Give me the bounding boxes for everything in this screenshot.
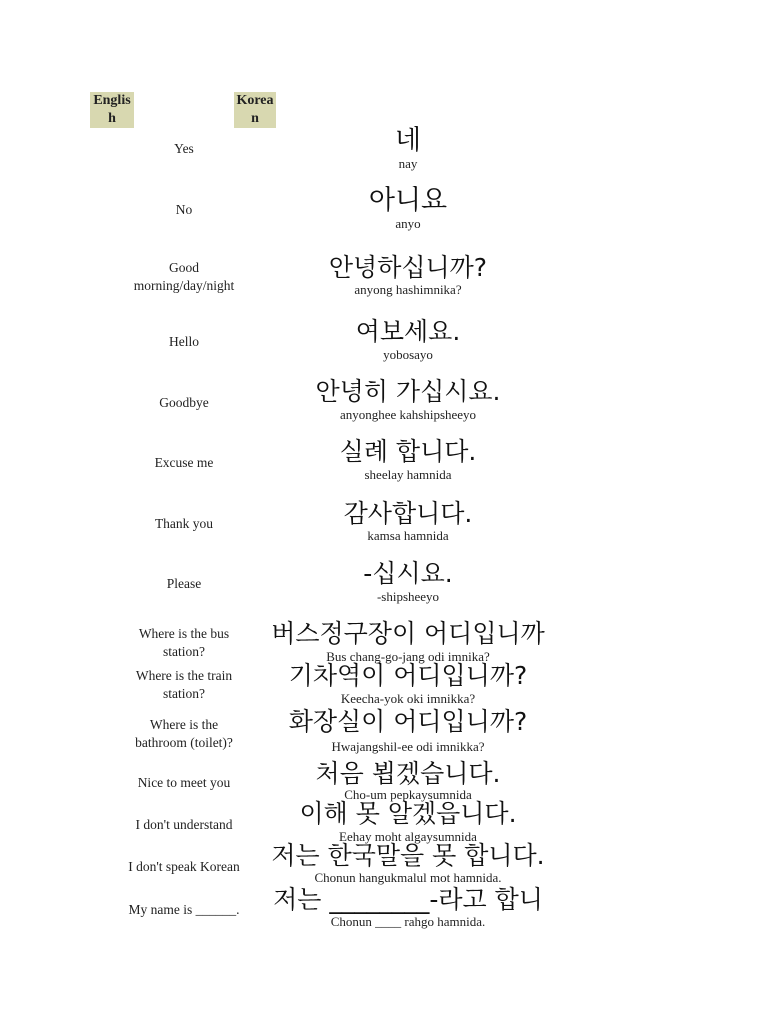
korean-phrase: 실례 합니다. [339,438,477,466]
english-phrase: I don't understand [135,817,233,832]
english-phrase: My name is ______. [128,902,240,917]
korean-phrase: 이해 못 알겠읍니다. [299,800,517,828]
english-phrase: Excuse me [154,455,214,470]
english-phrase: Where is the bus station? [138,626,230,659]
romanization: Eehay moht algaysumnida [339,829,477,844]
phrase-row-bus-station [0,620,768,666]
romanization: anyonghee kahshipsheeyo [339,407,477,422]
english-phrase: Yes [174,141,194,156]
phrase-row-my-name-is [0,886,768,930]
korean-phrase: 안녕하십니까? [328,254,488,282]
phrase-row-hello [0,316,768,366]
english-phrase: I don't speak Korean [128,859,240,874]
romanization: Chonun ____ rahgo hamnida. [330,914,486,929]
phrase-row-bathroom [0,706,768,762]
romanization: Chonun hangukmalul mot hamnida. [314,870,502,885]
phrase-row-yes [0,124,768,174]
korean-phrase: 저는 ________-라고 합니 [273,886,543,914]
korean-phrase: 기차역이 어디입니까? [288,662,528,690]
korean-phrase: 네 [394,126,422,156]
romanization: sheelay hamnida [364,467,452,482]
korean-phrase: 안녕히 가십시요. [315,378,501,406]
english-phrase: Nice to meet you [137,775,231,790]
korean-phrase: 감사합니다. [343,500,473,528]
english-phrase: Good morning/day/night [133,260,235,293]
english-phrase: Where is the bathroom (toilet)? [135,717,233,750]
english-phrase: Hello [169,334,199,349]
romanization: nay [398,156,418,171]
romanization: anyong hashimnika? [354,282,462,297]
korean-phrase: 화장실이 어디입니까? [288,708,528,736]
romanization: Cho-um pepkaysumnida [344,787,472,802]
phrase-row-good-morning [0,250,768,306]
phrase-row-please [0,558,768,608]
english-phrase: Where is the train station? [135,668,233,701]
romanization: kamsa hamnida [367,528,449,543]
header-korean: Korean [234,92,276,128]
phrase-row-nice-to-meet-you [0,760,768,804]
romanization: Keecha-yok oki imnikka? [340,691,476,706]
phrase-row-no [0,184,768,234]
korean-phrase: 저는 한국말을 못 합니다. [271,842,545,870]
phrase-row-dont-understand [0,800,768,846]
romanization: -shipsheeyo [376,589,440,604]
phrase-row-thank-you [0,498,768,548]
korean-phrase: -십시요. [363,560,453,588]
korean-phrase: 버스정구장이 어디입니까 [271,620,545,648]
romanization: yobosayo [383,347,433,362]
romanization: anyo [395,216,421,231]
romanization: Bus chang-go-jang odi imnika? [326,649,490,664]
korean-phrase: 여보세요. [355,318,461,346]
phrase-row-train-station [0,662,768,708]
korean-phrase: 아니요 [368,186,448,216]
header-english: English [90,92,134,128]
phrase-row-dont-speak-korean [0,842,768,888]
english-phrase: Please [166,576,202,591]
english-phrase: Thank you [154,516,214,531]
romanization: Hwajangshil-ee odi imnikka? [331,739,485,754]
phrase-row-goodbye [0,376,768,426]
english-phrase: No [175,202,193,217]
korean-phrase: 처음 뵙겠습니다. [315,760,501,788]
english-phrase: Goodbye [159,395,209,410]
phrase-row-excuse-me [0,436,768,486]
